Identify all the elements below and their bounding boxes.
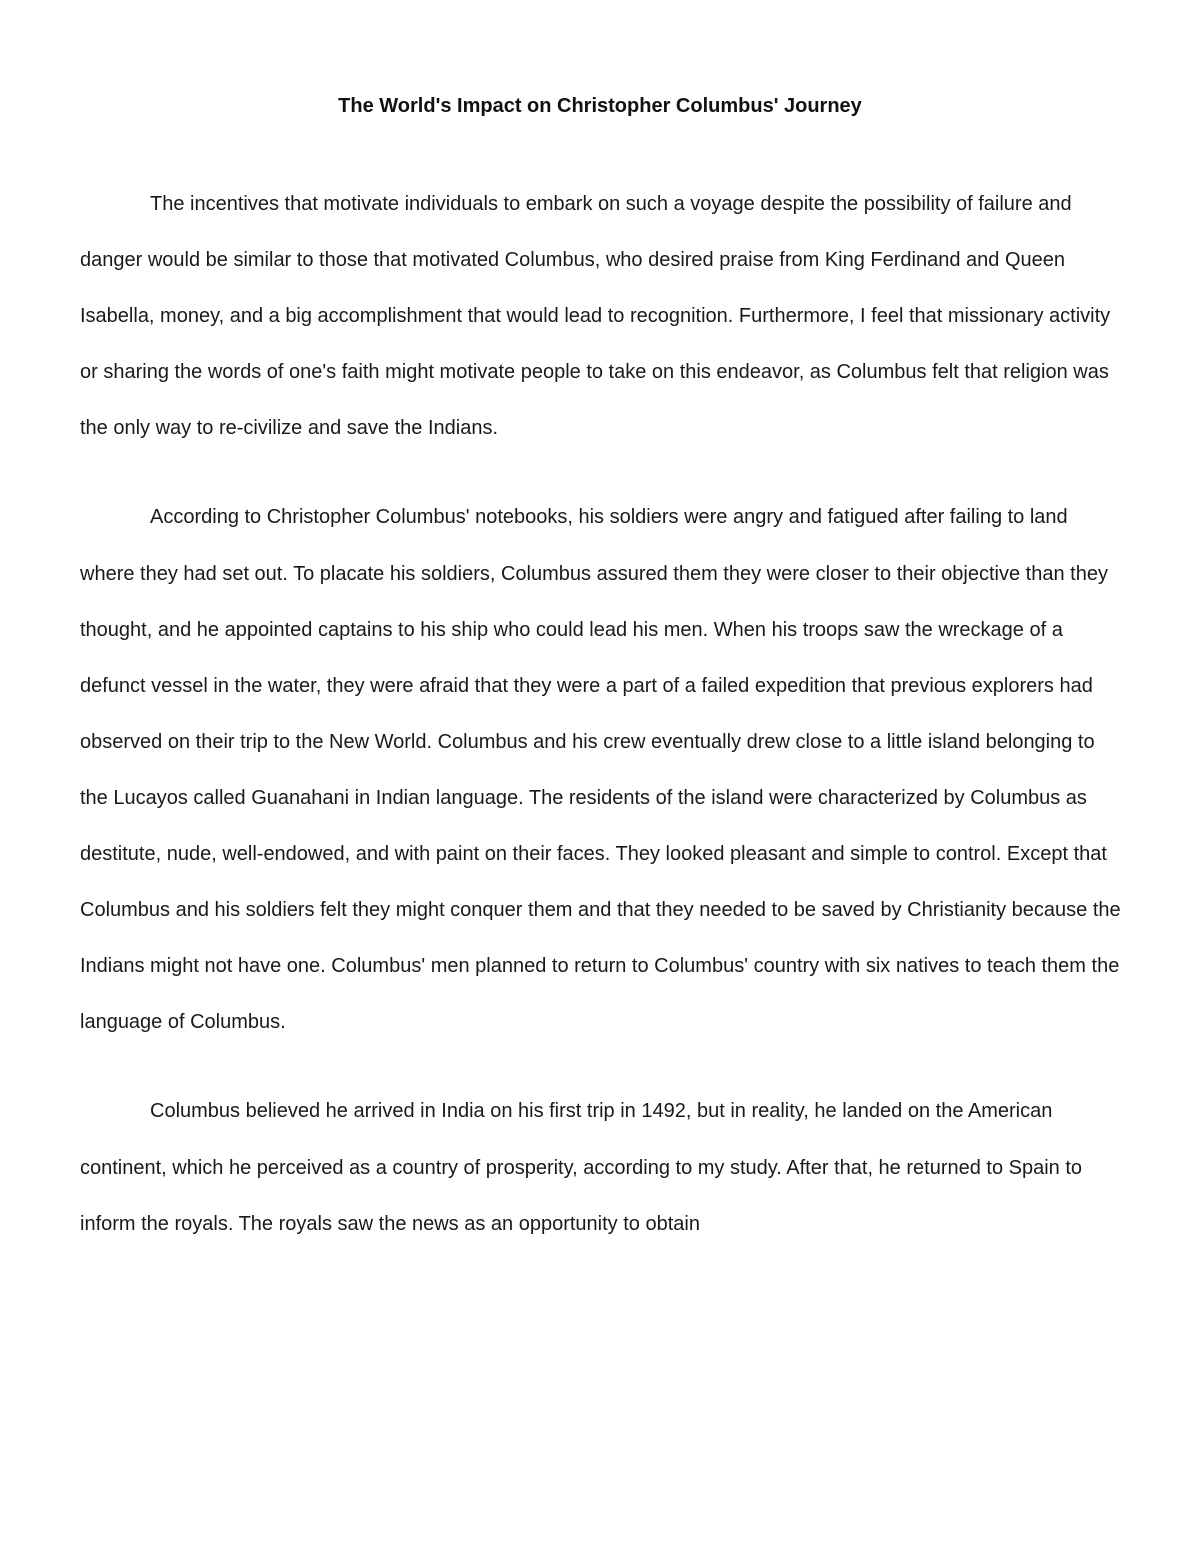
document-body (80, 176, 1122, 1252)
paragraph-motivations: The incentives that motivate individuals to embark on such a voyage despite the possibility of failure and danger would be similar to those that motivated Columbus, who desired praise from King Ferdinand and Queen Isabella, money, and a big accomplishment that would lead to recognition. Furthermore, I feel that missionary activity or sharing the words of one's faith might motivate people to take on this endeavor, as Columbus felt that religion was the only way to re-civilize and save the Indians. (80, 193, 1111, 440)
paragraph-voyage-account: According to Christopher Columbus' notebooks, his soldiers were angry and fatigued after failing to land where they had set out. To placate his soldiers, Columbus assured them they were closer to their objective than they thought, and he appointed captains to his ship who could lead his men. When his troops saw the wreckage of a defunct vessel in the water, they were afraid that they were a part of a failed expedition that previous explorers had observed on their trip to the New World. Columbus and his crew eventually drew close to a little island belonging to the Lucayos called Guanahani in Indian language. The residents of the island were characterized by Columbus as destitute, nude, well-endowed, and with paint on their faces. They looked pleasant and simple to control. Except that Columbus and his soldiers felt they might conquer them and that they needed to be saved by Christianity because the Indians might not have one. Columbus' men planned to return to Columbus' country with six natives to teach them the language of Columbus. (80, 506, 1121, 1034)
paragraph-first-trip: Columbus believed he arrived in India on his first trip in 1492, but in reality, he landed on the American continent, which he perceived as a country of prosperity, according to my study. After that, he returned to Spain to inform the royals. The royals saw the news as an opportunity to obtain (80, 1100, 1083, 1235)
document-title: The World's Impact on Christopher Columbus' Journey (338, 95, 862, 117)
